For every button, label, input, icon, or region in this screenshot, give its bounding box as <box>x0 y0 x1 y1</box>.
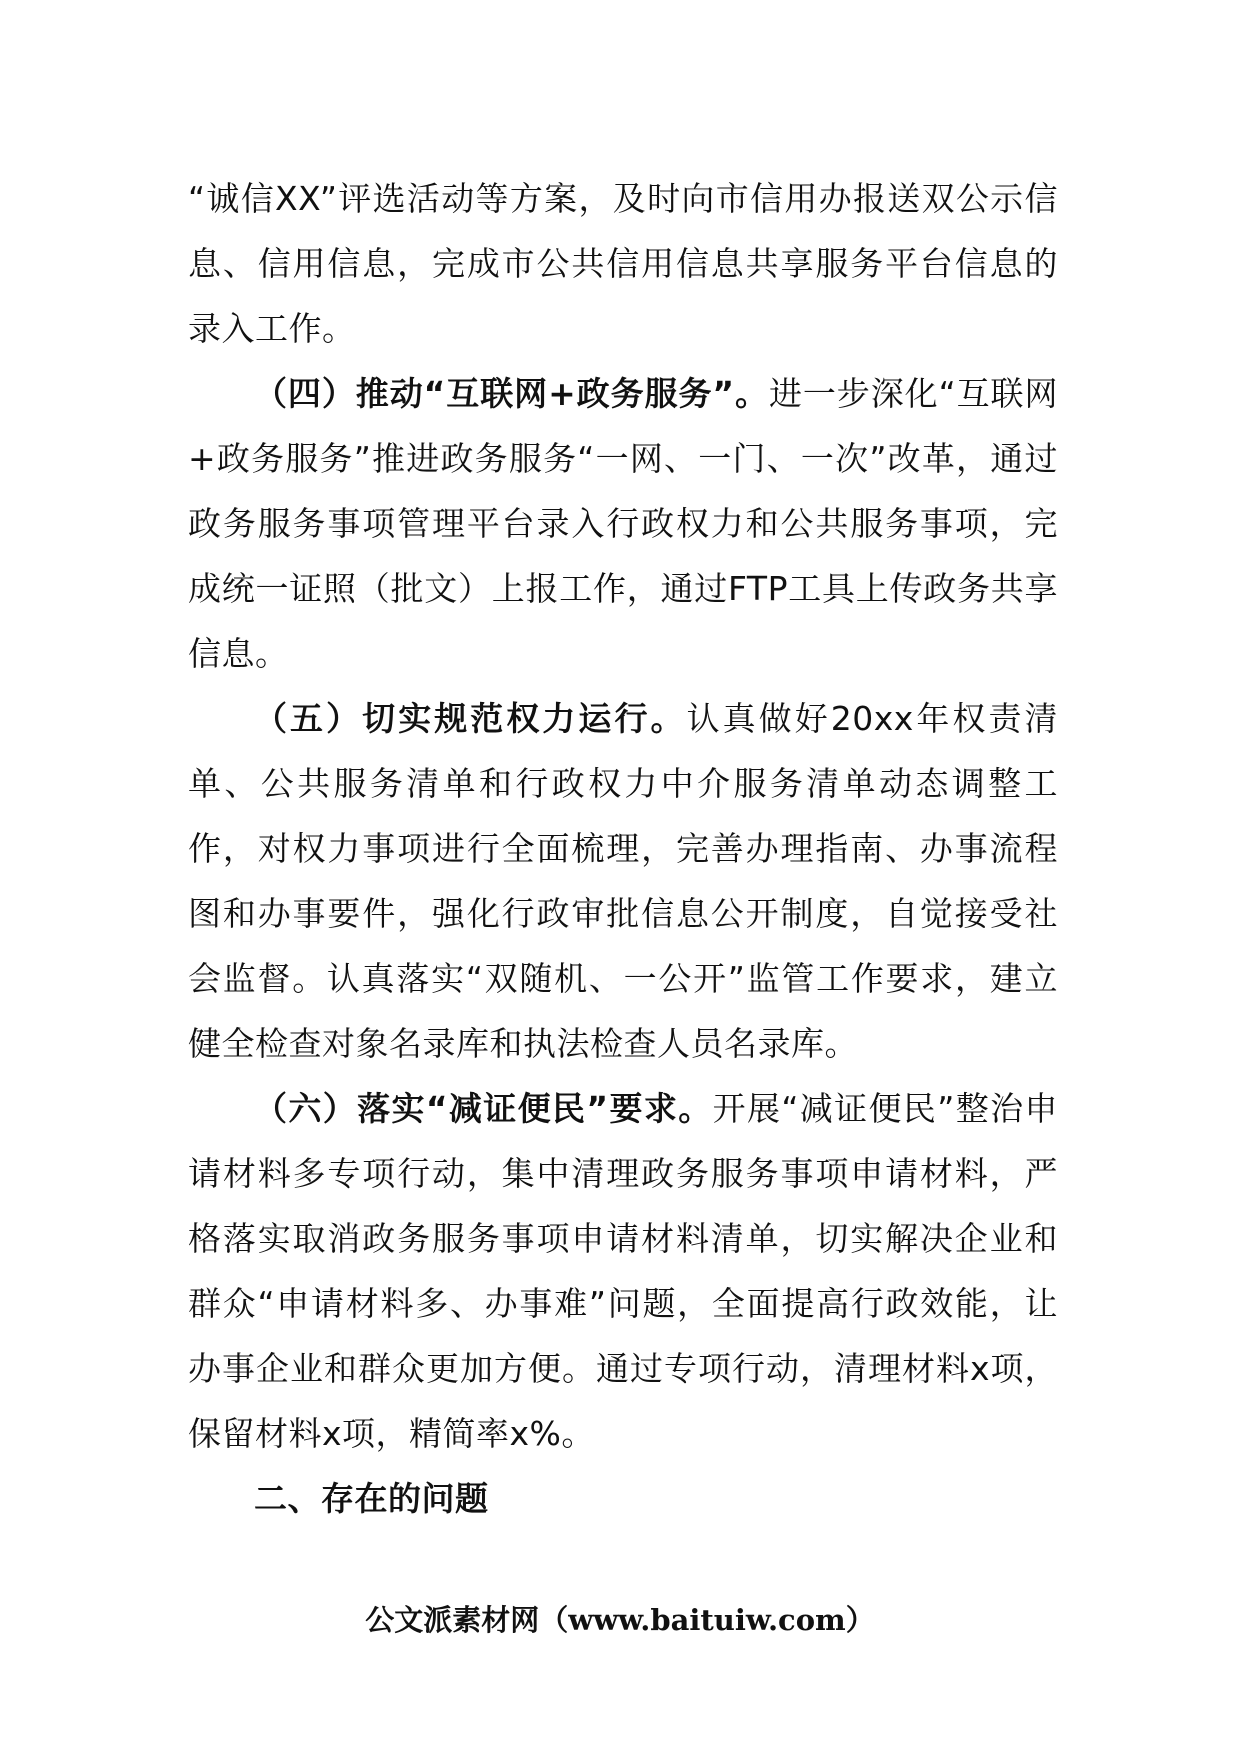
document-body <box>188 166 1058 1531</box>
paragraph-heading: （五）切实规范权力运行。 <box>254 699 687 738</box>
paragraph-item-4 <box>188 361 1058 686</box>
paragraph-item-5 <box>188 686 1058 1076</box>
paragraph-item-6 <box>188 1076 1058 1466</box>
paragraph-heading: （六）落实“减证便民”要求。 <box>254 1089 713 1128</box>
paragraph-text: “诚信XX”评选活动等方案，及时向市信用办报送双公示信息、信用信息，完成市公共信用信息共享服务平台信息的录入工作。 <box>188 179 1058 348</box>
paragraph-text: 进一步深化“互联网+政务服务”推进政务服务“一网、一门、一次”改革，通过政务服务事项管理平台录入行政权力和公共服务事项，完成统一证照（批文）上报工作，通过FTP工具上传政务共享信息。 <box>188 374 1058 673</box>
section-heading: 二、存在的问题 <box>254 1479 489 1518</box>
paragraph-heading: （四）推动“互联网+政务服务”。 <box>254 374 769 413</box>
footer-watermark: 公文派素材网（www.baituiw.com） <box>365 1603 875 1637</box>
paragraph-text: 认真做好20xx年权责清单、公共服务清单和行政权力中介服务清单动态调整工作，对权力事项进行全面梳理，完善办理指南、办事流程图和办事要件，强化行政审批信息公开制度，自觉接受社会监督。认真落实“双随机、一公开”监管工作要求，建立健全检查对象名录库和执法检查人员名录库。 <box>188 699 1058 1063</box>
paragraph-continuation <box>188 166 1058 361</box>
paragraph-text: 开展“减证便民”整治申请材料多专项行动，集中清理政务服务事项申请材料，严格落实取消政务服务事项申请材料清单，切实解决企业和群众“申请材料多、办事难”问题，全面提高行政效能，让办事企业和群众更加方便。通过专项行动，清理材料x项，保留材料x项，精简率x%。 <box>188 1089 1058 1453</box>
